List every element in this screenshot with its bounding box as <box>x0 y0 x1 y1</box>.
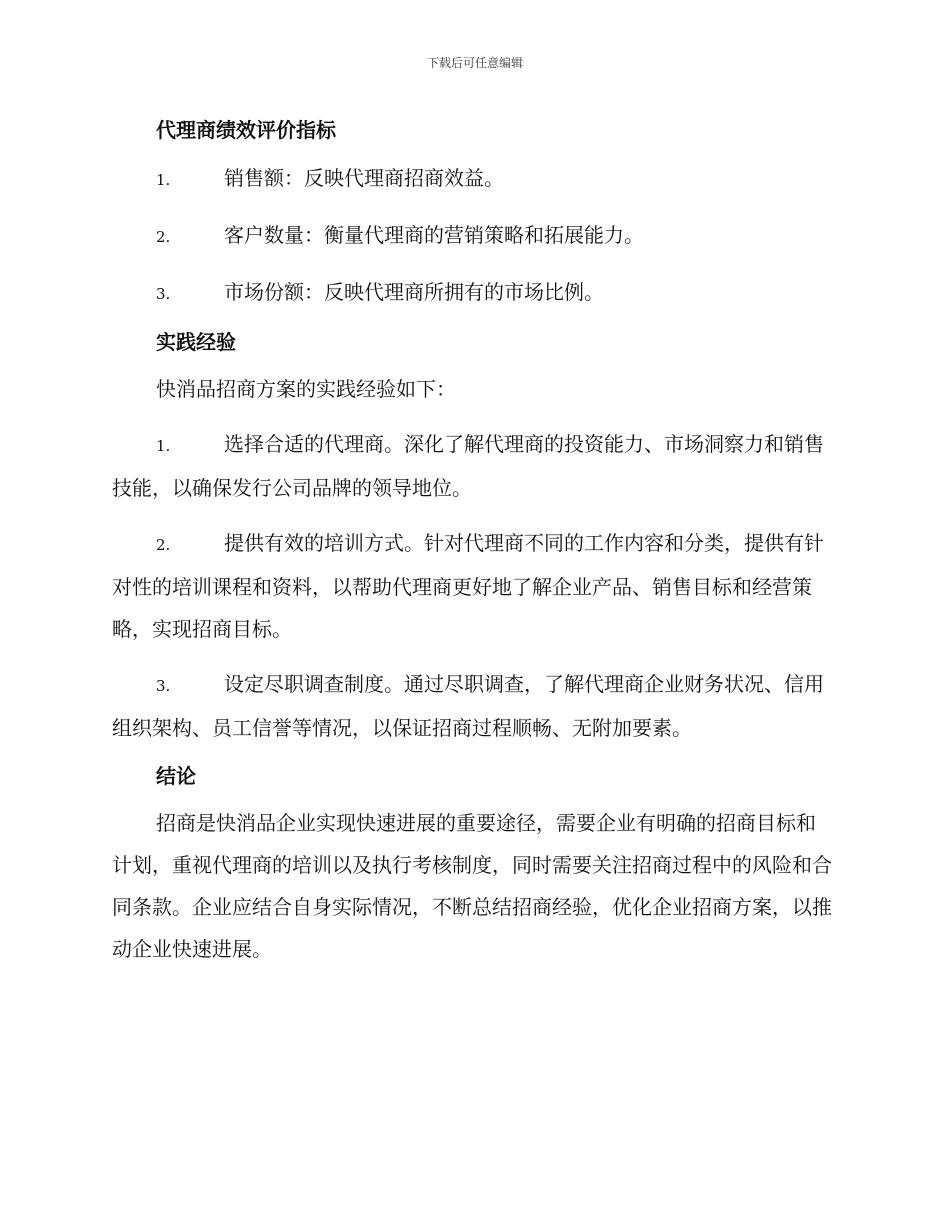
list-number: 3. <box>156 677 171 695</box>
document-body <box>112 108 834 970</box>
list-number: 3. <box>156 285 171 303</box>
practice-intro: 快消品招商方案的实践经验如下： <box>156 377 456 401</box>
list-text: 选择合适的代理商。深化了解代理商的投资能力、市场洞察力和销售技能，以确保发行公司品牌的领导地位。 <box>112 432 824 500</box>
list-item <box>112 423 834 509</box>
list-text: 市场份额：反映代理商所拥有的市场比例。 <box>224 280 604 304</box>
section-heading-metrics: 代理商绩效评价指标 <box>156 118 336 142</box>
list-text: 设定尽职调查制度。通过尽职调查，了解代理商企业财务状况、信用组织架构、员工信誉等情况，以保证招商过程顺畅、无附加要素。 <box>112 672 824 740</box>
list-text: 销售额：反映代理商招商效益。 <box>224 166 504 190</box>
list-number: 1. <box>156 171 171 189</box>
list-item <box>112 271 834 315</box>
list-item <box>112 663 834 749</box>
page-header: 下载后可任意编辑 <box>426 56 523 70</box>
list-item <box>112 214 834 258</box>
section-heading-conclusion: 结论 <box>156 764 196 788</box>
list-number: 1. <box>156 437 171 455</box>
list-item <box>112 157 834 201</box>
list-text: 客户数量：衡量代理商的营销策略和拓展能力。 <box>224 223 644 247</box>
list-text: 提供有效的培训方式。针对代理商不同的工作内容和分类，提供有针对性的培训课程和资料，以帮助代理商更好地了解企业产品、销售目标和经营策略，实现招商目标。 <box>112 531 824 641</box>
list-number: 2. <box>156 228 171 246</box>
section-heading-practice: 实践经验 <box>156 330 236 354</box>
list-number: 2. <box>156 536 171 554</box>
conclusion-paragraph: 招商是快消品企业实现快速进展的重要途径，需要企业有明确的招商目标和计划，重视代理商的培训以及执行考核制度，同时需要关注招商过程中的风险和合同条款。企业应结合自身实际情况，不断总结招商经验，优化企业招商方案，以推动企业快速进展。 <box>112 811 832 961</box>
list-item <box>112 522 834 650</box>
